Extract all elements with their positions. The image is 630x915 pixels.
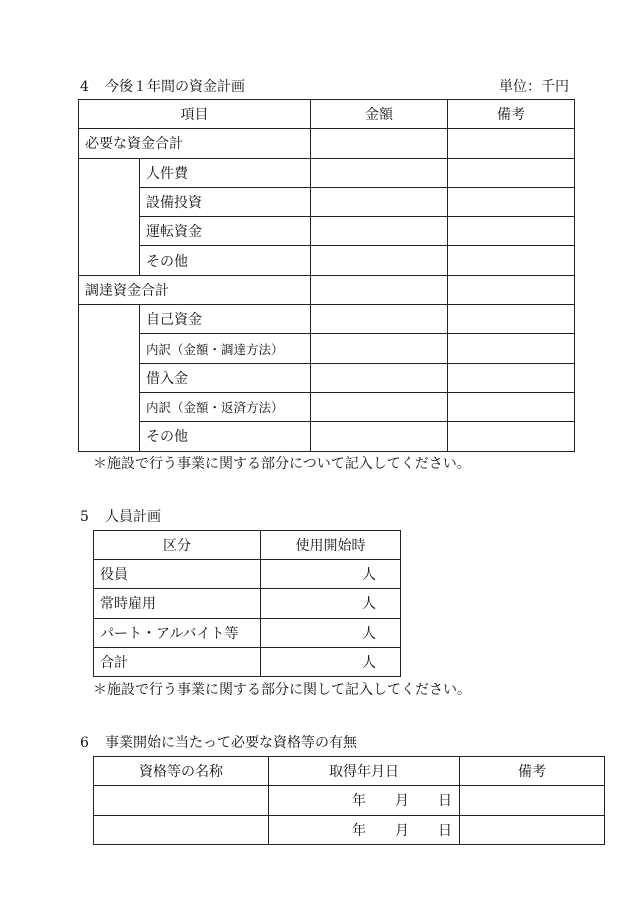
- notes-cell: [448, 158, 575, 187]
- amount-cell: [311, 246, 448, 275]
- section5-number: 5: [80, 509, 89, 525]
- amount-cell: [311, 158, 448, 187]
- procurement-item-label: 借入金: [140, 363, 311, 392]
- day-label: 日: [438, 793, 452, 810]
- header-category: 区分: [94, 531, 261, 560]
- header-notes: 備考: [448, 100, 575, 129]
- procurement-total-label: 調達資金合計: [79, 275, 311, 304]
- notes-cell: [448, 217, 575, 246]
- notes-cell: [448, 305, 575, 334]
- notes-cell: [460, 815, 605, 844]
- header-acquired-date: 取得年月日: [269, 757, 460, 786]
- required-item-label: 設備投資: [140, 187, 311, 216]
- table-row: [79, 158, 575, 187]
- amount-cell: [311, 217, 448, 246]
- procurement-item-label: 自己資金: [140, 305, 311, 334]
- required-total-label: 必要な資金合計: [79, 129, 311, 158]
- indent-cell: [79, 158, 140, 275]
- procurement-item-label: 内訳（金額・返済方法）: [140, 392, 311, 421]
- table-row: [94, 786, 605, 815]
- table-row: [79, 422, 575, 451]
- table-row: [79, 217, 575, 246]
- table-header-row: [79, 100, 575, 129]
- section6-title: 事業開始に当たって必要な資格等の有無: [105, 735, 357, 751]
- amount-cell: [311, 392, 448, 421]
- section5-note: ＊施設で行う事業に関する部分に関して記入してください。: [93, 682, 471, 698]
- notes-cell: [448, 392, 575, 421]
- qualification-name-cell: [94, 815, 269, 844]
- table-row: [79, 334, 575, 363]
- month-label: 月: [395, 822, 409, 839]
- staff-category-label: パート・アルバイト等: [94, 618, 261, 647]
- header-at-start: 使用開始時: [261, 531, 401, 560]
- year-label: 年: [352, 793, 366, 810]
- notes-cell: [448, 422, 575, 451]
- person-unit: 人: [261, 560, 401, 589]
- date-placeholder: [275, 790, 453, 810]
- notes-cell: [448, 363, 575, 392]
- table-row: [94, 815, 605, 844]
- header-amount: 金額: [311, 100, 448, 129]
- notes-cell: [448, 246, 575, 275]
- header-notes: 備考: [460, 757, 605, 786]
- section5-title: 人員計画: [105, 509, 161, 525]
- staffing-plan-table: [93, 530, 401, 677]
- table-row: [79, 187, 575, 216]
- table-row: [94, 618, 401, 647]
- acquired-date-cell: [269, 786, 460, 815]
- staff-category-label: 合計: [94, 647, 261, 676]
- section4-note: ＊施設で行う事業に関する部分について記入してください。: [93, 456, 471, 472]
- year-label: 年: [352, 822, 366, 839]
- notes-cell: [448, 275, 575, 304]
- amount-cell: [311, 275, 448, 304]
- notes-cell: [460, 786, 605, 815]
- person-unit: 人: [261, 589, 401, 618]
- month-label: 月: [395, 793, 409, 810]
- fund-plan-table: [78, 99, 575, 452]
- notes-cell: [448, 334, 575, 363]
- section4-number: 4: [80, 79, 89, 95]
- required-item-label: その他: [140, 246, 311, 275]
- procurement-item-label: その他: [140, 422, 311, 451]
- amount-cell: [311, 422, 448, 451]
- person-unit: 人: [261, 618, 401, 647]
- table-row: [94, 647, 401, 676]
- amount-cell: [311, 305, 448, 334]
- table-header-row: [94, 757, 605, 786]
- table-row: [94, 589, 401, 618]
- amount-cell: [311, 334, 448, 363]
- staff-category-label: 常時雇用: [94, 589, 261, 618]
- section4-title: 今後１年間の資金計画: [105, 79, 245, 95]
- header-qualification-name: 資格等の名称: [94, 757, 269, 786]
- staff-category-label: 役員: [94, 560, 261, 589]
- date-placeholder: [275, 820, 453, 840]
- acquired-date-cell: [269, 815, 460, 844]
- table-row: [79, 392, 575, 421]
- table-row: [94, 560, 401, 589]
- table-row: [79, 246, 575, 275]
- qualification-name-cell: [94, 786, 269, 815]
- table-row: [79, 129, 575, 158]
- table-row: [79, 363, 575, 392]
- section4-unit: 単位：千円: [499, 79, 569, 95]
- required-item-label: 運転資金: [140, 217, 311, 246]
- table-row: [79, 305, 575, 334]
- section6-number: 6: [80, 735, 89, 751]
- day-label: 日: [438, 822, 452, 839]
- amount-cell: [311, 187, 448, 216]
- person-unit: 人: [261, 647, 401, 676]
- notes-cell: [448, 187, 575, 216]
- indent-cell: [79, 305, 140, 451]
- qualifications-table: [93, 756, 605, 845]
- procurement-item-label: 内訳（金額・調達方法）: [140, 334, 311, 363]
- table-row: [79, 275, 575, 304]
- amount-cell: [311, 129, 448, 158]
- notes-cell: [448, 129, 575, 158]
- header-item: 項目: [79, 100, 311, 129]
- table-header-row: [94, 531, 401, 560]
- required-item-label: 人件費: [140, 158, 311, 187]
- amount-cell: [311, 363, 448, 392]
